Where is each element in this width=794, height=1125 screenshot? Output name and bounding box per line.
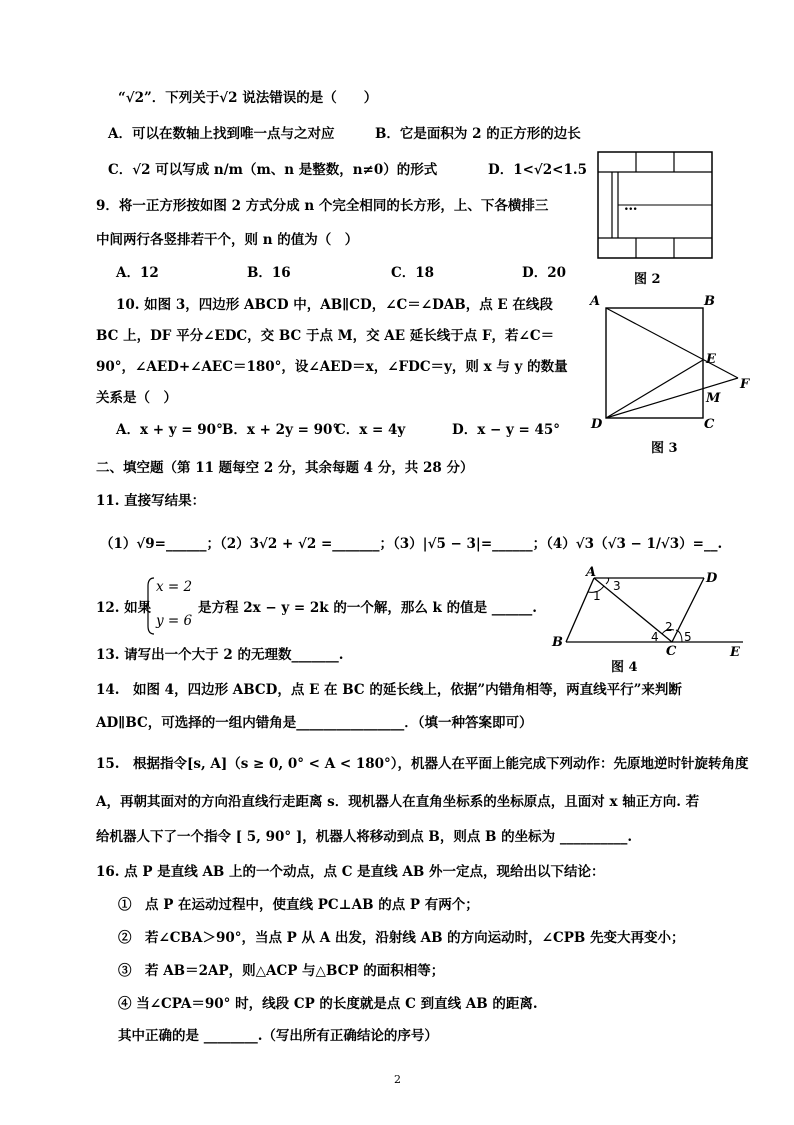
fig3-label-e: E [706,352,716,367]
page-number: 2 [394,1073,401,1086]
fig4-label-c: C [666,644,677,659]
figure-3 [590,290,760,440]
q9-line2: 中间两行各竖排若干个，则 n 的值为（ ） [96,232,359,248]
q15-line2: A，再朝其面对的方向沿直线行走距离 s．现机器人在直角坐标系的坐标原点，且面对 x 轴正方向. 若 [96,794,700,810]
q14-line2: AD∥BC，可选择的一组内错角是________________．（填一种答案即可） [96,715,533,731]
q13-text: 13. 请写出一个大于 2 的无理数_______. [96,647,344,663]
q14-line1: 14. 如图 4，四边形 ABCD，点 E 在 BC 的延长线上，依据”内错角相等，两直线平行”来判断 [96,682,682,698]
fig3-label-m: M [706,391,721,406]
fig3-label-d: D [591,417,603,432]
fig4-angle-3: 3 [613,579,621,593]
fig4-angle-4: 4 [651,630,659,644]
figure-3-caption: 图 3 [651,441,678,456]
figure-2-caption: 图 2 [634,272,661,287]
q8-line1: “√2”．下列关于√2 说法错误的是（ ） [118,90,378,106]
q9-option-a: A．12 [116,265,159,281]
q10-option-b: B．x + 2y = 90° [222,422,340,438]
q10-option-d: D．x − y = 45° [452,422,561,438]
q8-option-d: D．1<√2<1.5 [488,162,587,178]
fig4-angle-5: 5 [684,630,692,644]
q10-line4: 关系是（ ） [96,390,177,406]
fig3-label-b: B [704,294,715,309]
fig3-label-a: A [590,294,601,309]
q16-line1: 16. 点 P 是直线 AB 上的一个动点，点 C 是直线 AB 外一定点，现给出以下结论： [96,864,605,880]
fig4-label-a: A [586,565,597,580]
q9-option-d: D．20 [522,265,566,281]
q16-statement-2: ② 若∠CBA＞90°，当点 P 从 A 出发，沿射线 AB 的方向运动时，∠CPB 先变大再变小； [118,930,685,946]
q12-eq2: y = 6 [156,613,193,629]
fig4-label-b: B [552,635,563,650]
q10-line1: 10. 如图 3，四边形 ABCD 中，AB∥CD，∠C＝∠DAB，点 E 在线段 [116,297,553,313]
q15-line3: 给机器人下了一个指令 [ 5, 90° ]，机器人将移动到点 B，则点 B 的坐标为 __________. [96,829,633,845]
q12-eq1: x = 2 [156,579,193,595]
q10-option-c: C．x = 4y [335,422,406,438]
figure-4-caption: 图 4 [611,660,638,675]
figure-2 [596,150,716,270]
q16-question: 其中正确的是 ________.（写出所有正确结论的序号） [118,1028,438,1044]
fig4-label-e: E [730,645,740,660]
q8-option-a: A．可以在数轴上找到唯一点与之对应 [108,126,335,142]
q8-option-b: B．它是面积为 2 的正方形的边长 [375,126,581,142]
q11-title: 11. 直接写结果： [96,493,206,509]
figure-4 [548,566,748,666]
figure-2-dots: … [624,198,638,214]
section-2-title: 二、填空题（第 11 题每空 2 分，其余每题 4 分，共 28 分） [96,460,474,476]
q9-option-b: B．16 [247,265,291,281]
q15-line1: 15. 根据指令[s, A]（s ≥ 0, 0° < A < 180°），机器人在平面上能完成下列动作：先原地逆时针旋转角度 [96,756,749,772]
q12-suffix: 是方程 2x − y = 2k 的一个解，那么 k 的值是 ______. [198,600,538,616]
q10-option-a: A．x + y = 90° [116,422,223,438]
q10-line2: BC 上，DF 平分∠EDC，交 BC 于点 M，交 AE 延长线于点 F，若∠C＝ [96,328,555,344]
fig4-label-d: D [706,571,718,586]
q16-statement-1: ① 点 P 在运动过程中，使直线 PC⊥AB 的点 P 有两个； [118,897,479,913]
q8-option-c: C．√2 可以写成 n/m（m、n 是整数，n≠0）的形式 [108,162,438,178]
q16-statement-4: ④ 当∠CPA＝90° 时，线段 CP 的长度就是点 C 到直线 AB 的距离. [118,996,538,1012]
q16-statement-3: ③ 若 AB＝2AP，则△ACP 与△BCP 的面积相等； [118,963,445,979]
fig4-angle-1: 1 [593,589,601,603]
q12-prefix: 12. 如果 [96,600,152,616]
fig3-label-c: C [704,417,715,432]
fig4-angle-2: 2 [665,620,673,634]
fig3-label-f: F [740,377,750,392]
q11-parts: （1）√9=______；（2）3√2 + √2 =_______；（3）|√5 − 3|=______；（4）√3（√3 − 1/√3）=__. [100,536,723,552]
q9-line1: 9．将一正方形按如图 2 方式分成 n 个完全相同的长方形，上、下各横排三 [96,198,549,214]
q12-brace [144,576,156,636]
q9-option-c: C．18 [391,265,435,281]
q10-line3: 90°，∠AED+∠AEC＝180°，设∠AED＝x，∠FDC＝y，则 x 与 y 的数量 [96,359,568,375]
